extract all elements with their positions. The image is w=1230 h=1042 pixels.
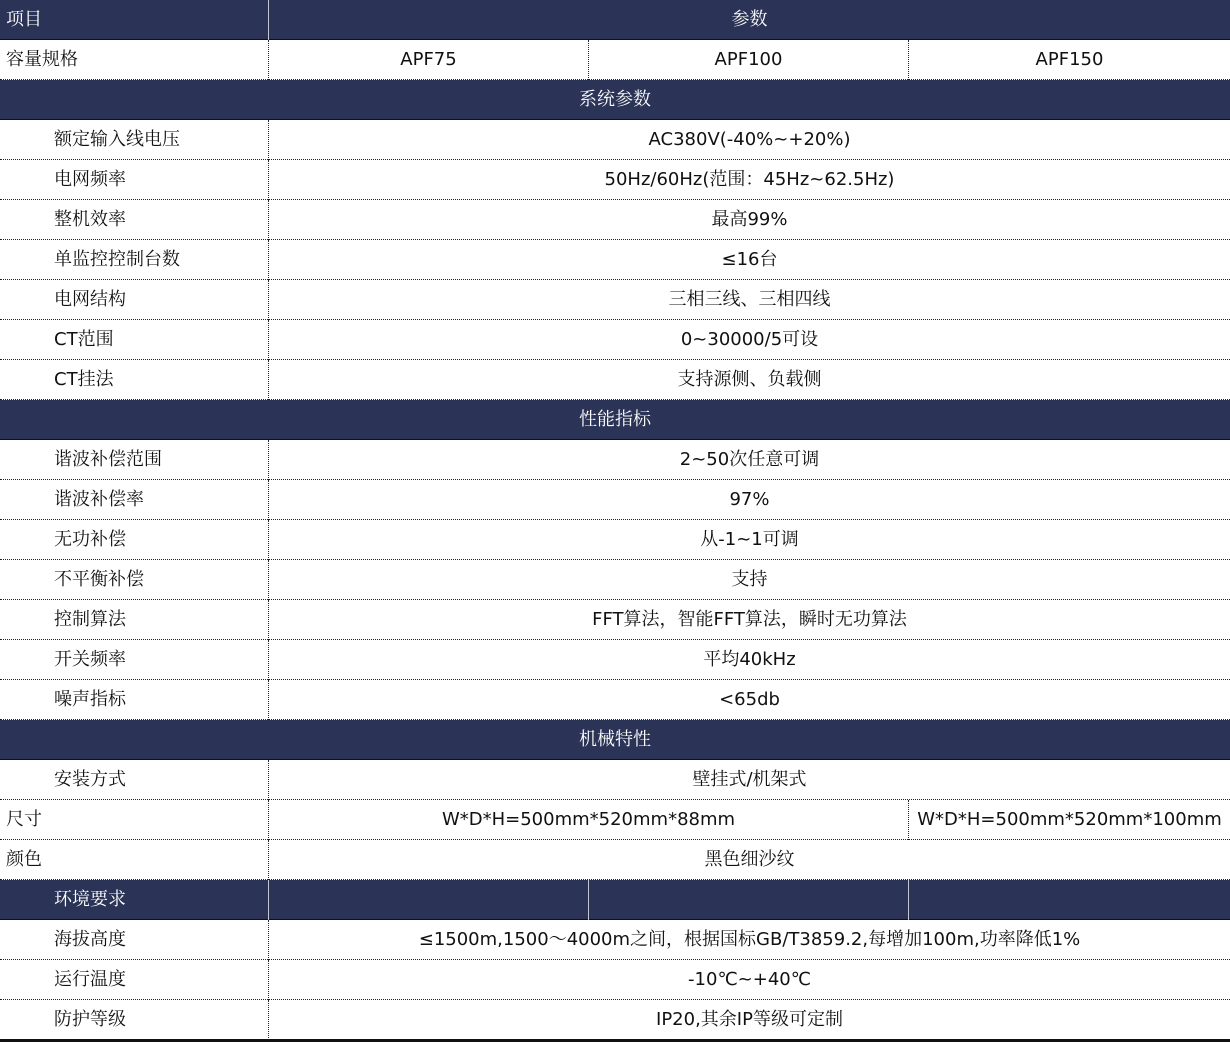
- row-value: -10℃~+40℃: [688, 969, 811, 990]
- table-row: [0, 960, 1230, 1000]
- row-label: 无功补偿: [0, 520, 269, 560]
- row-label: 颜色: [0, 840, 269, 880]
- row-label: 安装方式: [0, 760, 269, 800]
- table-header-row: [0, 0, 1230, 40]
- table-row: [0, 520, 1230, 560]
- row-label: 防护等级: [0, 1000, 269, 1040]
- row-label: 电网结构: [0, 280, 269, 320]
- row-label: 运行温度: [0, 960, 269, 1000]
- table-row: [0, 1000, 1230, 1040]
- model-apf100: APF100: [589, 40, 909, 80]
- row-value: ≤16台: [721, 249, 778, 270]
- row-value: IP20,其余IP等级可定制: [656, 1009, 843, 1030]
- model-apf75: APF75: [269, 40, 589, 80]
- section-empty-cell: [589, 880, 909, 920]
- section-title-environment: 环境要求: [0, 880, 269, 920]
- table-row: [0, 760, 1230, 800]
- capacity-row: [0, 40, 1230, 80]
- capacity-label: 容量规格: [0, 40, 269, 80]
- table-row: [0, 600, 1230, 640]
- section-title-performance: 性能指标: [579, 409, 651, 430]
- row-label: 不平衡补偿: [0, 560, 269, 600]
- row-label: 海拔高度: [0, 920, 269, 960]
- row-label: 额定输入线电压: [0, 120, 269, 160]
- table-row: [0, 440, 1230, 480]
- header-params-label: 参数: [731, 9, 768, 30]
- row-value: 壁挂式/机架式: [692, 769, 807, 790]
- table-row: [0, 200, 1230, 240]
- row-value: 0~30000/5可设: [680, 329, 819, 350]
- section-header-system: [0, 80, 1230, 120]
- table-row: [0, 240, 1230, 280]
- row-label: 整机效率: [0, 200, 269, 240]
- section-title-mechanical: 机械特性: [579, 729, 651, 750]
- table-row: [0, 480, 1230, 520]
- row-value: FFT算法，智能FFT算法，瞬时无功算法: [592, 609, 907, 630]
- row-label: 谐波补偿率: [0, 480, 269, 520]
- table-row: [0, 920, 1230, 960]
- table-row: [0, 560, 1230, 600]
- table-row: [0, 360, 1230, 400]
- section-empty-cell: [269, 880, 589, 920]
- row-label: 开关频率: [0, 640, 269, 680]
- row-value: 从-1~1可调: [700, 529, 799, 550]
- row-label: 尺寸: [0, 800, 269, 840]
- row-label: CT挂法: [0, 360, 269, 400]
- row-label: CT范围: [0, 320, 269, 360]
- row-value: 2~50次任意可调: [679, 449, 820, 470]
- row-label: 谐波补偿范围: [0, 440, 269, 480]
- size-value-large: W*D*H=500mm*520mm*100mm: [917, 809, 1222, 830]
- size-value-small: W*D*H=500mm*520mm*88mm: [269, 800, 909, 840]
- table-row: [0, 320, 1230, 360]
- row-value: 支持: [731, 569, 768, 590]
- table-row: [0, 280, 1230, 320]
- row-value: 最高99%: [711, 209, 788, 230]
- size-row: [0, 800, 1230, 840]
- row-value: 97%: [729, 489, 770, 510]
- table-row: [0, 160, 1230, 200]
- model-apf150: APF150: [1035, 49, 1104, 70]
- row-label: 电网频率: [0, 160, 269, 200]
- row-value: 黑色细沙纹: [704, 849, 795, 870]
- row-value: 平均40kHz: [703, 649, 796, 670]
- row-value: AC380V(-40%~+20%): [648, 129, 851, 150]
- row-value: 支持源侧、负载侧: [677, 369, 822, 390]
- table-row: [0, 680, 1230, 720]
- section-empty-cell: [909, 880, 1230, 920]
- section-header-mechanical: [0, 720, 1230, 760]
- row-value: 三相三线、三相四线: [668, 289, 831, 310]
- row-value: ≤1500m,1500～4000m之间，根据国标GB/T3859.2,每增加100m,功率降低1%: [418, 929, 1081, 950]
- row-value: <65db: [719, 689, 780, 710]
- section-title-system: 系统参数: [579, 89, 651, 110]
- header-item-label: 项目: [0, 0, 269, 40]
- row-label: 控制算法: [0, 600, 269, 640]
- row-value: 50Hz/60Hz(范围：45Hz~62.5Hz): [604, 169, 895, 190]
- table-row: [0, 840, 1230, 880]
- section-header-performance: [0, 400, 1230, 440]
- table-row: [0, 640, 1230, 680]
- table-row: [0, 120, 1230, 160]
- row-label: 噪声指标: [0, 680, 269, 720]
- row-label: 单监控控制台数: [0, 240, 269, 280]
- section-header-environment: [0, 880, 1230, 920]
